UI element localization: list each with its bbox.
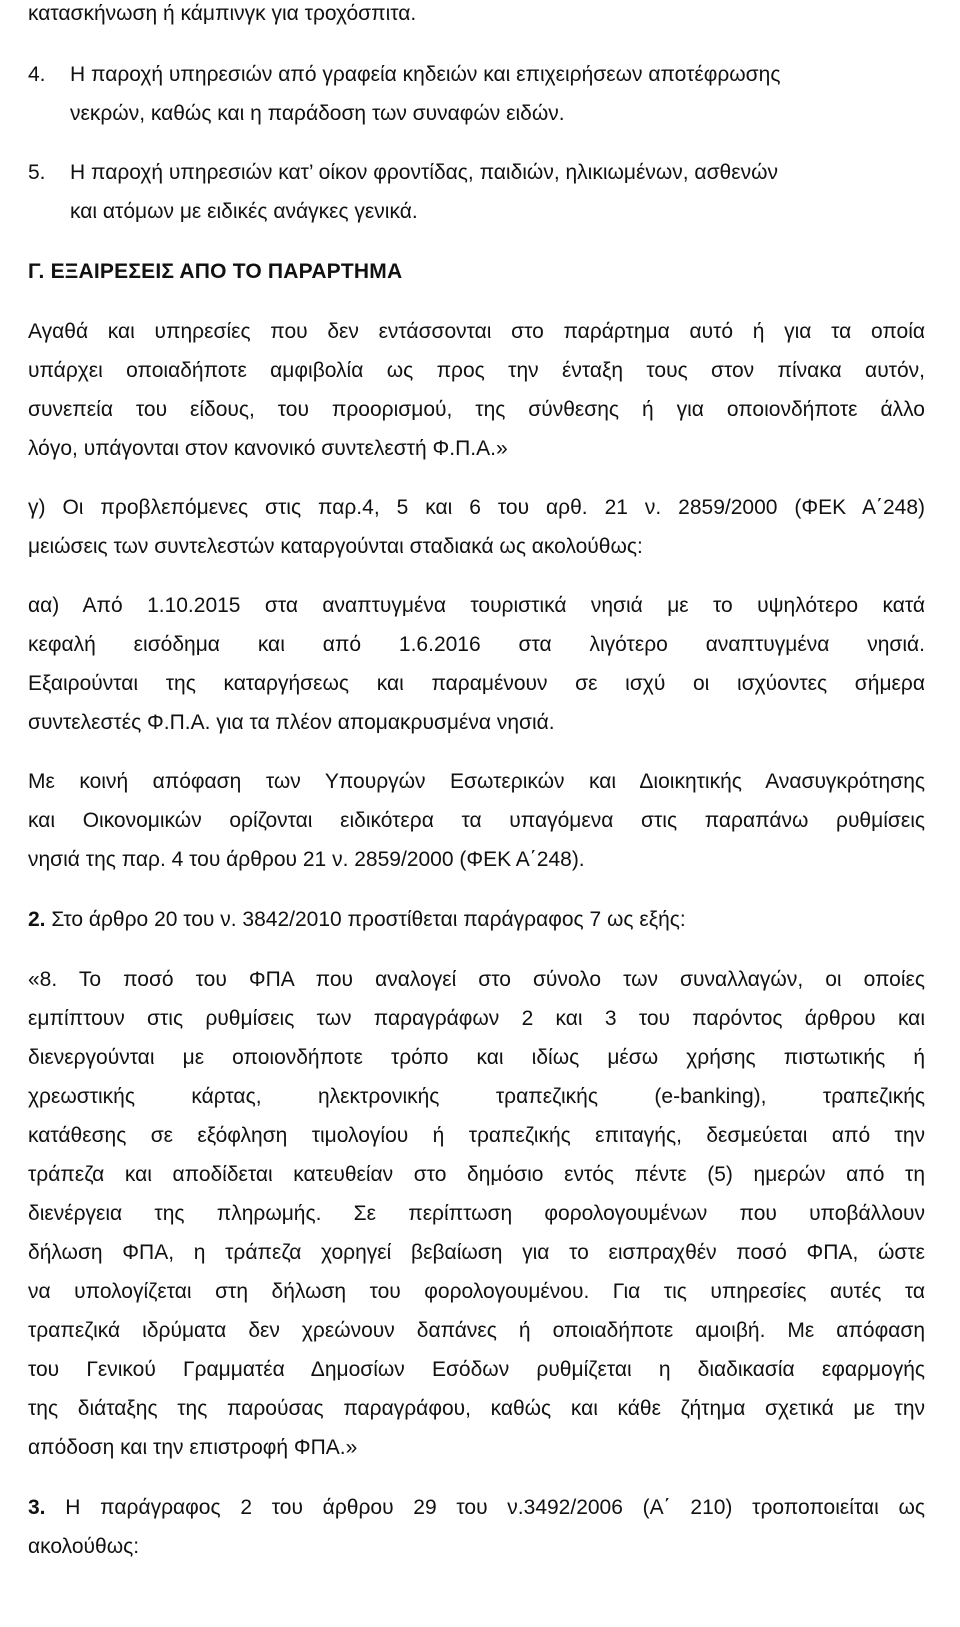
paragraph-line: και Οικονομικών ορίζονται ειδικότερα τα υπαγόμενα στις παραπάνω ρυθμίσεις xyxy=(28,809,925,832)
paragraph-line: «8. Το ποσό του ΦΠΑ που αναλογεί στο σύνολο των συναλλαγών, οι οποίες xyxy=(28,968,925,991)
paragraph-line: αα) Από 1.10.2015 στα αναπτυγμένα τουριστικά νησιά με το υψηλότερο κατά xyxy=(28,594,925,617)
paragraph-line: απόδοση και την επιστροφή ΦΠΑ.» xyxy=(28,1436,358,1459)
paragraph-line: κατάθεσης σε εξόφληση τιμολογίου ή τραπεζικής επιταγής, δεσμεύεται από την xyxy=(28,1124,925,1147)
paragraph-line xyxy=(28,906,686,934)
paragraph-text: Η παράγραφος 2 του άρθρου 29 του ν.3492/2006 (Α΄ 210) τροποποιείται ως xyxy=(45,1496,925,1519)
list-item-text: Η παροχή υπηρεσιών από γραφεία κηδειών και επιχειρήσεων αποτέφρωσης xyxy=(70,63,781,86)
paragraph-line: γ) Οι προβλεπόμενες στις παρ.4, 5 και 6 του αρθ. 21 ν. 2859/2000 (ΦΕΚ Α΄248) xyxy=(28,496,925,519)
paragraph-text: Στο άρθρο 20 του ν. 3842/2010 προστίθεται παράγραφος 7 ως εξής: xyxy=(45,908,686,931)
paragraph-line: διενέργεια της πληρωμής. Σε περίπτωση φορολογουμένων που υποβάλλουν xyxy=(28,1202,925,1225)
list-item-text: νεκρών, καθώς και η παράδοση των συναφών ειδών. xyxy=(70,102,565,125)
paragraph-line: κεφαλή εισόδημα και από 1.6.2016 στα λιγότερο αναπτυγμένα νησιά. xyxy=(28,633,925,656)
paragraph-line: διενεργούνται με οποιονδήποτε τρόπο και ιδίως μέσω χρήσης πιστωτικής ή xyxy=(28,1046,925,1069)
paragraph-number: 2. xyxy=(28,908,46,931)
section-heading: Γ. ΕΞΑΙΡΕΣΕΙΣ ΑΠΟ ΤΟ ΠΑΡΑΡΤΗΜΑ xyxy=(28,260,403,283)
paragraph-line: Με κοινή απόφαση των Υπουργών Εσωτερικών και Διοικητικής Ανασυγκρότησης xyxy=(28,770,925,793)
paragraph-line: λόγο, υπάγονται στον κανονικό συντελεστή Φ.Π.Α.» xyxy=(28,437,508,460)
top-line: κατασκήνωση ή κάμπινγκ για τροχόσπιτα. xyxy=(28,2,417,25)
paragraph-line: συντελεστές Φ.Π.Α. για τα πλέον απομακρυσμένα νησιά. xyxy=(28,711,555,734)
paragraph-line: χρεωστικής κάρτας, ηλεκτρονικής τραπεζικής (e-banking), τραπεζικής xyxy=(28,1085,925,1108)
paragraph-line: να υπολογίζεται στη δήλωση του φορολογουμένου. Για τις υπηρεσίες αυτές τα xyxy=(28,1280,925,1303)
paragraph-line: εμπίπτουν στις ρυθμίσεις των παραγράφων 2 και 3 του παρόντος άρθρου και xyxy=(28,1007,925,1030)
paragraph-line: δήλωση ΦΠΑ, η τράπεζα χορηγεί βεβαίωση για το εισπραχθέν ποσό ΦΠΑ, ώστε xyxy=(28,1241,925,1264)
paragraph-line: συνεπεία του είδους, του προορισμού, της σύνθεσης ή για οποιονδήποτε άλλο xyxy=(28,398,925,421)
list-item-text: Η παροχή υπηρεσιών κατ’ οίκον φροντίδας, παιδιών, ηλικιωμένων, ασθενών xyxy=(70,161,778,184)
paragraph-line: τράπεζα και αποδίδεται κατευθείαν στο δημόσιο εντός πέντε (5) ημερών από τη xyxy=(28,1163,925,1186)
paragraph-line xyxy=(28,1494,925,1522)
paragraph-number: 3. xyxy=(28,1496,46,1519)
paragraph-line: Αγαθά και υπηρεσίες που δεν εντάσσονται στο παράρτημα αυτό ή για τα οποία xyxy=(28,320,925,343)
list-item-number: 4. xyxy=(28,63,46,86)
paragraph-line: τραπεζικά ιδρύματα δεν χρεώνουν δαπάνες ή οποιαδήποτε αμοιβή. Με απόφαση xyxy=(28,1319,925,1342)
list-item-number: 5. xyxy=(28,161,46,184)
paragraph-line: ακολούθως: xyxy=(28,1535,140,1558)
paragraph-line: μειώσεις των συντελεστών καταργούνται σταδιακά ως ακολούθως: xyxy=(28,535,643,558)
paragraph-line: του Γενικού Γραμματέα Δημοσίων Εσόδων ρυθμίζεται η διαδικασία εφαρμογής xyxy=(28,1358,925,1381)
paragraph-line: υπάρχει οποιαδήποτε αμφιβολία ως προς την ένταξη τους στον πίνακα αυτόν, xyxy=(28,359,925,382)
paragraph-line: νησιά της παρ. 4 του άρθρου 21 ν. 2859/2000 (ΦΕΚ Α΄248). xyxy=(28,848,585,871)
list-item-text: και ατόμων με ειδικές ανάγκες γενικά. xyxy=(70,200,418,223)
paragraph-line: της διάταξης της παρούσας παραγράφου, καθώς και κάθε ζήτημα σχετικά με την xyxy=(28,1397,925,1420)
paragraph-line: Εξαιρούνται της καταργήσεως και παραμένουν σε ισχύ οι ισχύοντες σήμερα xyxy=(28,672,925,695)
